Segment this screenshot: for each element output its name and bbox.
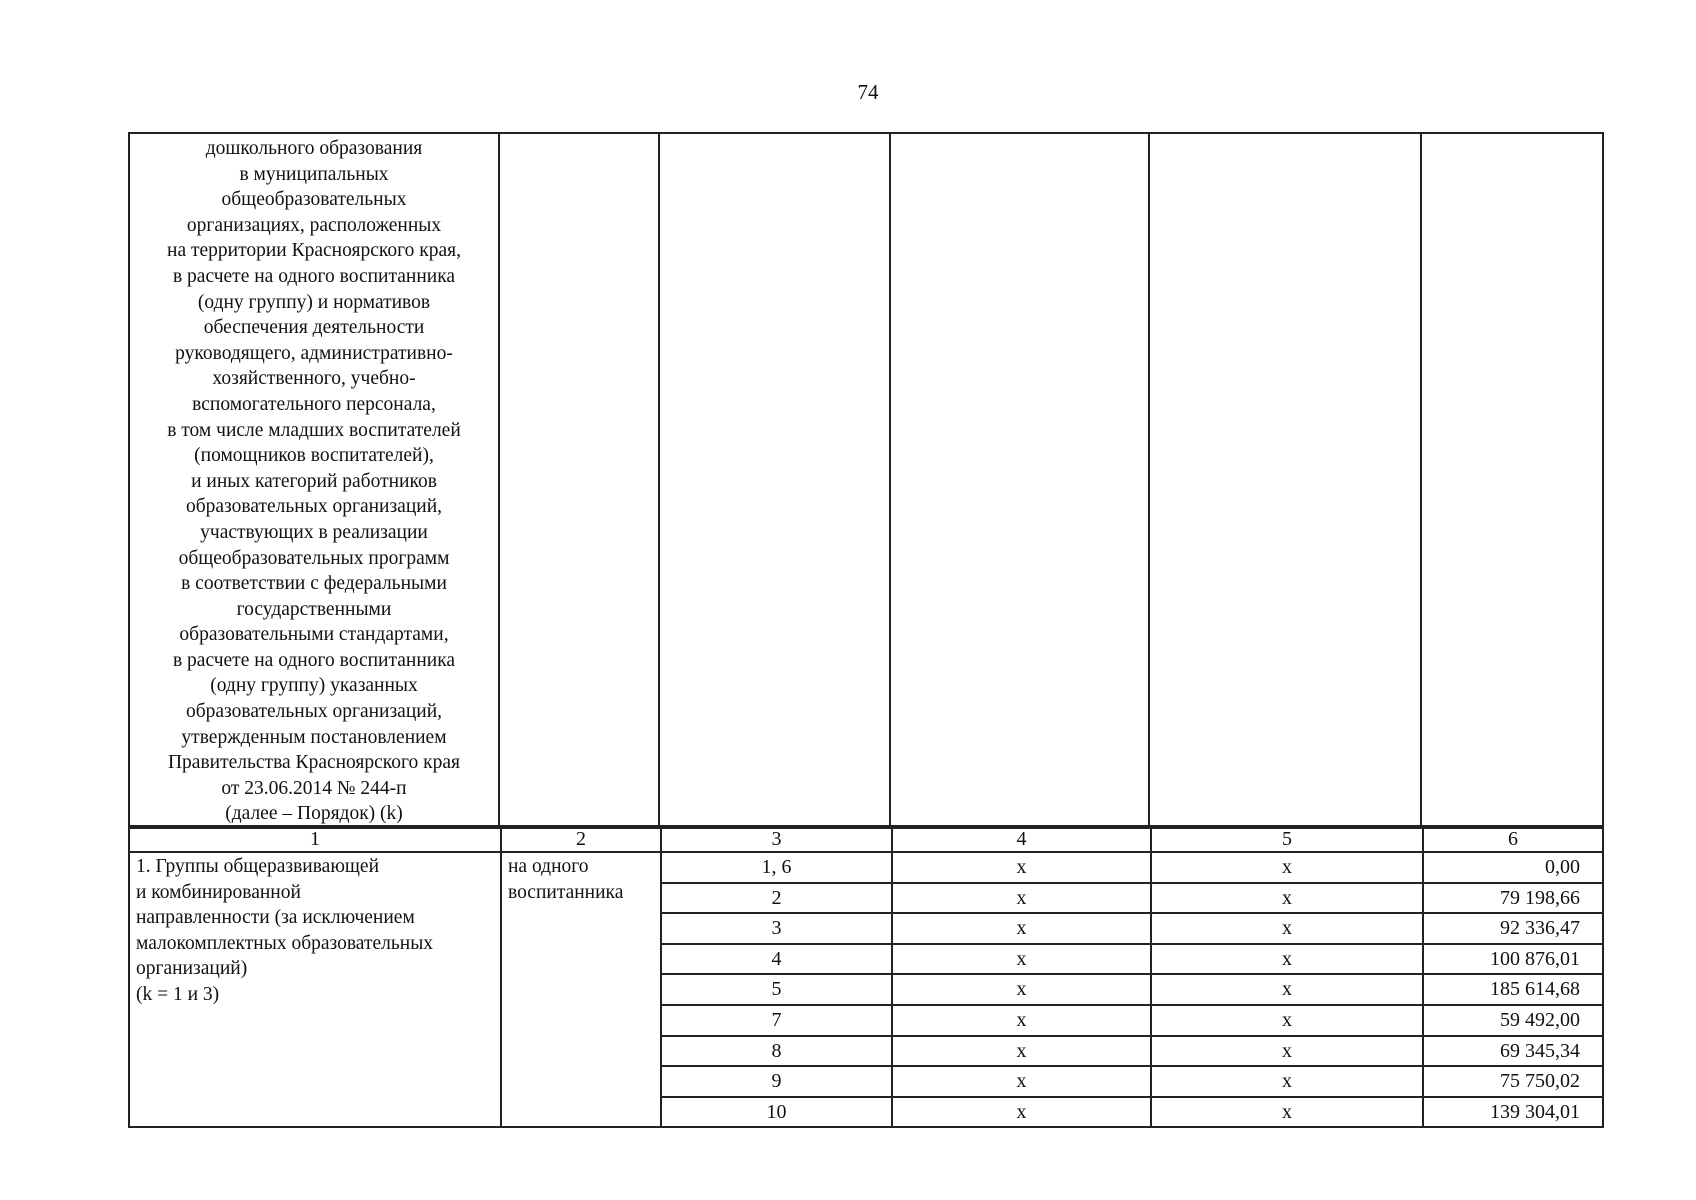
value-cell: 139 304,01: [1423, 1097, 1603, 1128]
x-cell: х: [892, 944, 1151, 975]
desc-line: в соответствии с федеральными: [181, 573, 447, 595]
desc-line: государственными: [236, 598, 392, 620]
group-name-line: организаций): [136, 958, 248, 979]
x-cell: х: [892, 1097, 1151, 1128]
x-cell: х: [1151, 1097, 1423, 1128]
empty-cell: [499, 133, 659, 828]
value-cell: 92 336,47: [1423, 913, 1603, 944]
empty-cell: [659, 133, 890, 828]
column-number-row: [129, 826, 1603, 852]
unit-line: на одного: [508, 856, 589, 877]
k-cell: 7: [661, 1005, 892, 1036]
empty-cell: [1421, 133, 1603, 828]
k-cell: 2: [661, 883, 892, 914]
x-cell: х: [892, 883, 1151, 914]
empty-cell: [890, 133, 1149, 828]
x-cell: х: [1151, 852, 1423, 883]
k-cell: 5: [661, 974, 892, 1005]
page-number: 74: [857, 80, 879, 104]
k-cell: 3: [661, 913, 892, 944]
unit-line: воспитанника: [508, 881, 624, 903]
empty-cell: [1149, 133, 1421, 828]
group-name-line: (k = 1 и 3): [136, 983, 220, 1005]
k-cell: 1, 6: [661, 852, 892, 883]
desc-line: в том числе младших воспитателей: [167, 419, 461, 441]
x-cell: х: [1151, 913, 1423, 944]
value-cell: 69 345,34: [1423, 1036, 1603, 1067]
value-cell: 185 614,68: [1423, 974, 1603, 1005]
desc-line: образовательных организаций,: [185, 496, 443, 518]
table-row: [129, 852, 1603, 883]
desc-line: (помощников воспитателей),: [194, 445, 434, 467]
column-number: 4: [892, 826, 1151, 852]
normatives-table: [128, 825, 1604, 1128]
x-cell: х: [1151, 944, 1423, 975]
group-name-line: и комбинированной: [136, 881, 301, 903]
k-cell: 9: [661, 1066, 892, 1097]
value-cell: 0,00: [1423, 852, 1603, 883]
desc-line: в расчете на одного воспитанника: [172, 265, 456, 287]
x-cell: х: [892, 913, 1151, 944]
desc-line: организациях, расположенных: [186, 214, 442, 236]
k-cell: 10: [661, 1097, 892, 1128]
desc-line: участвующих в реализации: [200, 521, 428, 543]
x-cell: х: [1151, 974, 1423, 1005]
column-number: 2: [501, 826, 661, 852]
desc-line: общеобразовательных программ: [178, 547, 450, 569]
desc-line: в расчете на одного воспитанника: [172, 649, 456, 671]
value-cell: 79 198,66: [1423, 883, 1603, 914]
k-cell: 8: [661, 1036, 892, 1067]
desc-line: и иных категорий работников: [191, 470, 437, 492]
desc-line: образовательными стандартами,: [179, 624, 449, 646]
x-cell: х: [892, 1005, 1151, 1036]
desc-line: (далее – Порядок) (k): [225, 803, 403, 825]
k-cell: 4: [661, 944, 892, 975]
unit-cell: [501, 852, 661, 1127]
desc-line: дошкольного образования: [205, 138, 423, 159]
group-name-cell: [129, 852, 501, 1127]
x-cell: х: [1151, 883, 1423, 914]
desc-line: общеобразовательных: [221, 189, 407, 211]
column-number: 1: [129, 826, 501, 852]
x-cell: х: [892, 852, 1151, 883]
desc-line: хозяйственного, учебно-: [212, 368, 416, 390]
column-number: 5: [1151, 826, 1423, 852]
value-cell: 59 492,00: [1423, 1005, 1603, 1036]
desc-line: (одну группу) и нормативов: [197, 291, 431, 313]
continued-table-part: [128, 132, 1604, 829]
x-cell: х: [1151, 1036, 1423, 1067]
desc-line: руководящего, административно-: [175, 342, 453, 364]
value-cell: 75 750,02: [1423, 1066, 1603, 1097]
desc-line: (одну группу) указанных: [210, 675, 418, 697]
group-name-line: малокомплектных образовательных: [136, 932, 434, 954]
desc-line: от 23.06.2014 № 244-п: [221, 777, 407, 799]
x-cell: х: [1151, 1005, 1423, 1036]
desc-line: Правительства Красноярского края: [167, 752, 461, 774]
group-name-line: 1. Группы общеразвивающей: [136, 856, 380, 877]
x-cell: х: [892, 1036, 1151, 1067]
column-number: 3: [661, 826, 892, 852]
x-cell: х: [892, 1066, 1151, 1097]
desc-line: в муниципальных: [239, 163, 389, 185]
column-number: 6: [1423, 826, 1603, 852]
x-cell: х: [892, 974, 1151, 1005]
desc-line: на территории Красноярского края,: [167, 240, 461, 262]
desc-line: образовательных организаций,: [185, 701, 443, 723]
desc-line: вспомогательного персонала,: [192, 393, 436, 415]
desc-line: обеспечения деятельности: [203, 317, 425, 339]
normative-description-cell: [129, 133, 499, 828]
group-name-line: направленности (за исключением: [136, 907, 415, 928]
value-cell: 100 876,01: [1423, 944, 1603, 975]
x-cell: х: [1151, 1066, 1423, 1097]
desc-line: утвержденным постановлением: [181, 726, 447, 748]
